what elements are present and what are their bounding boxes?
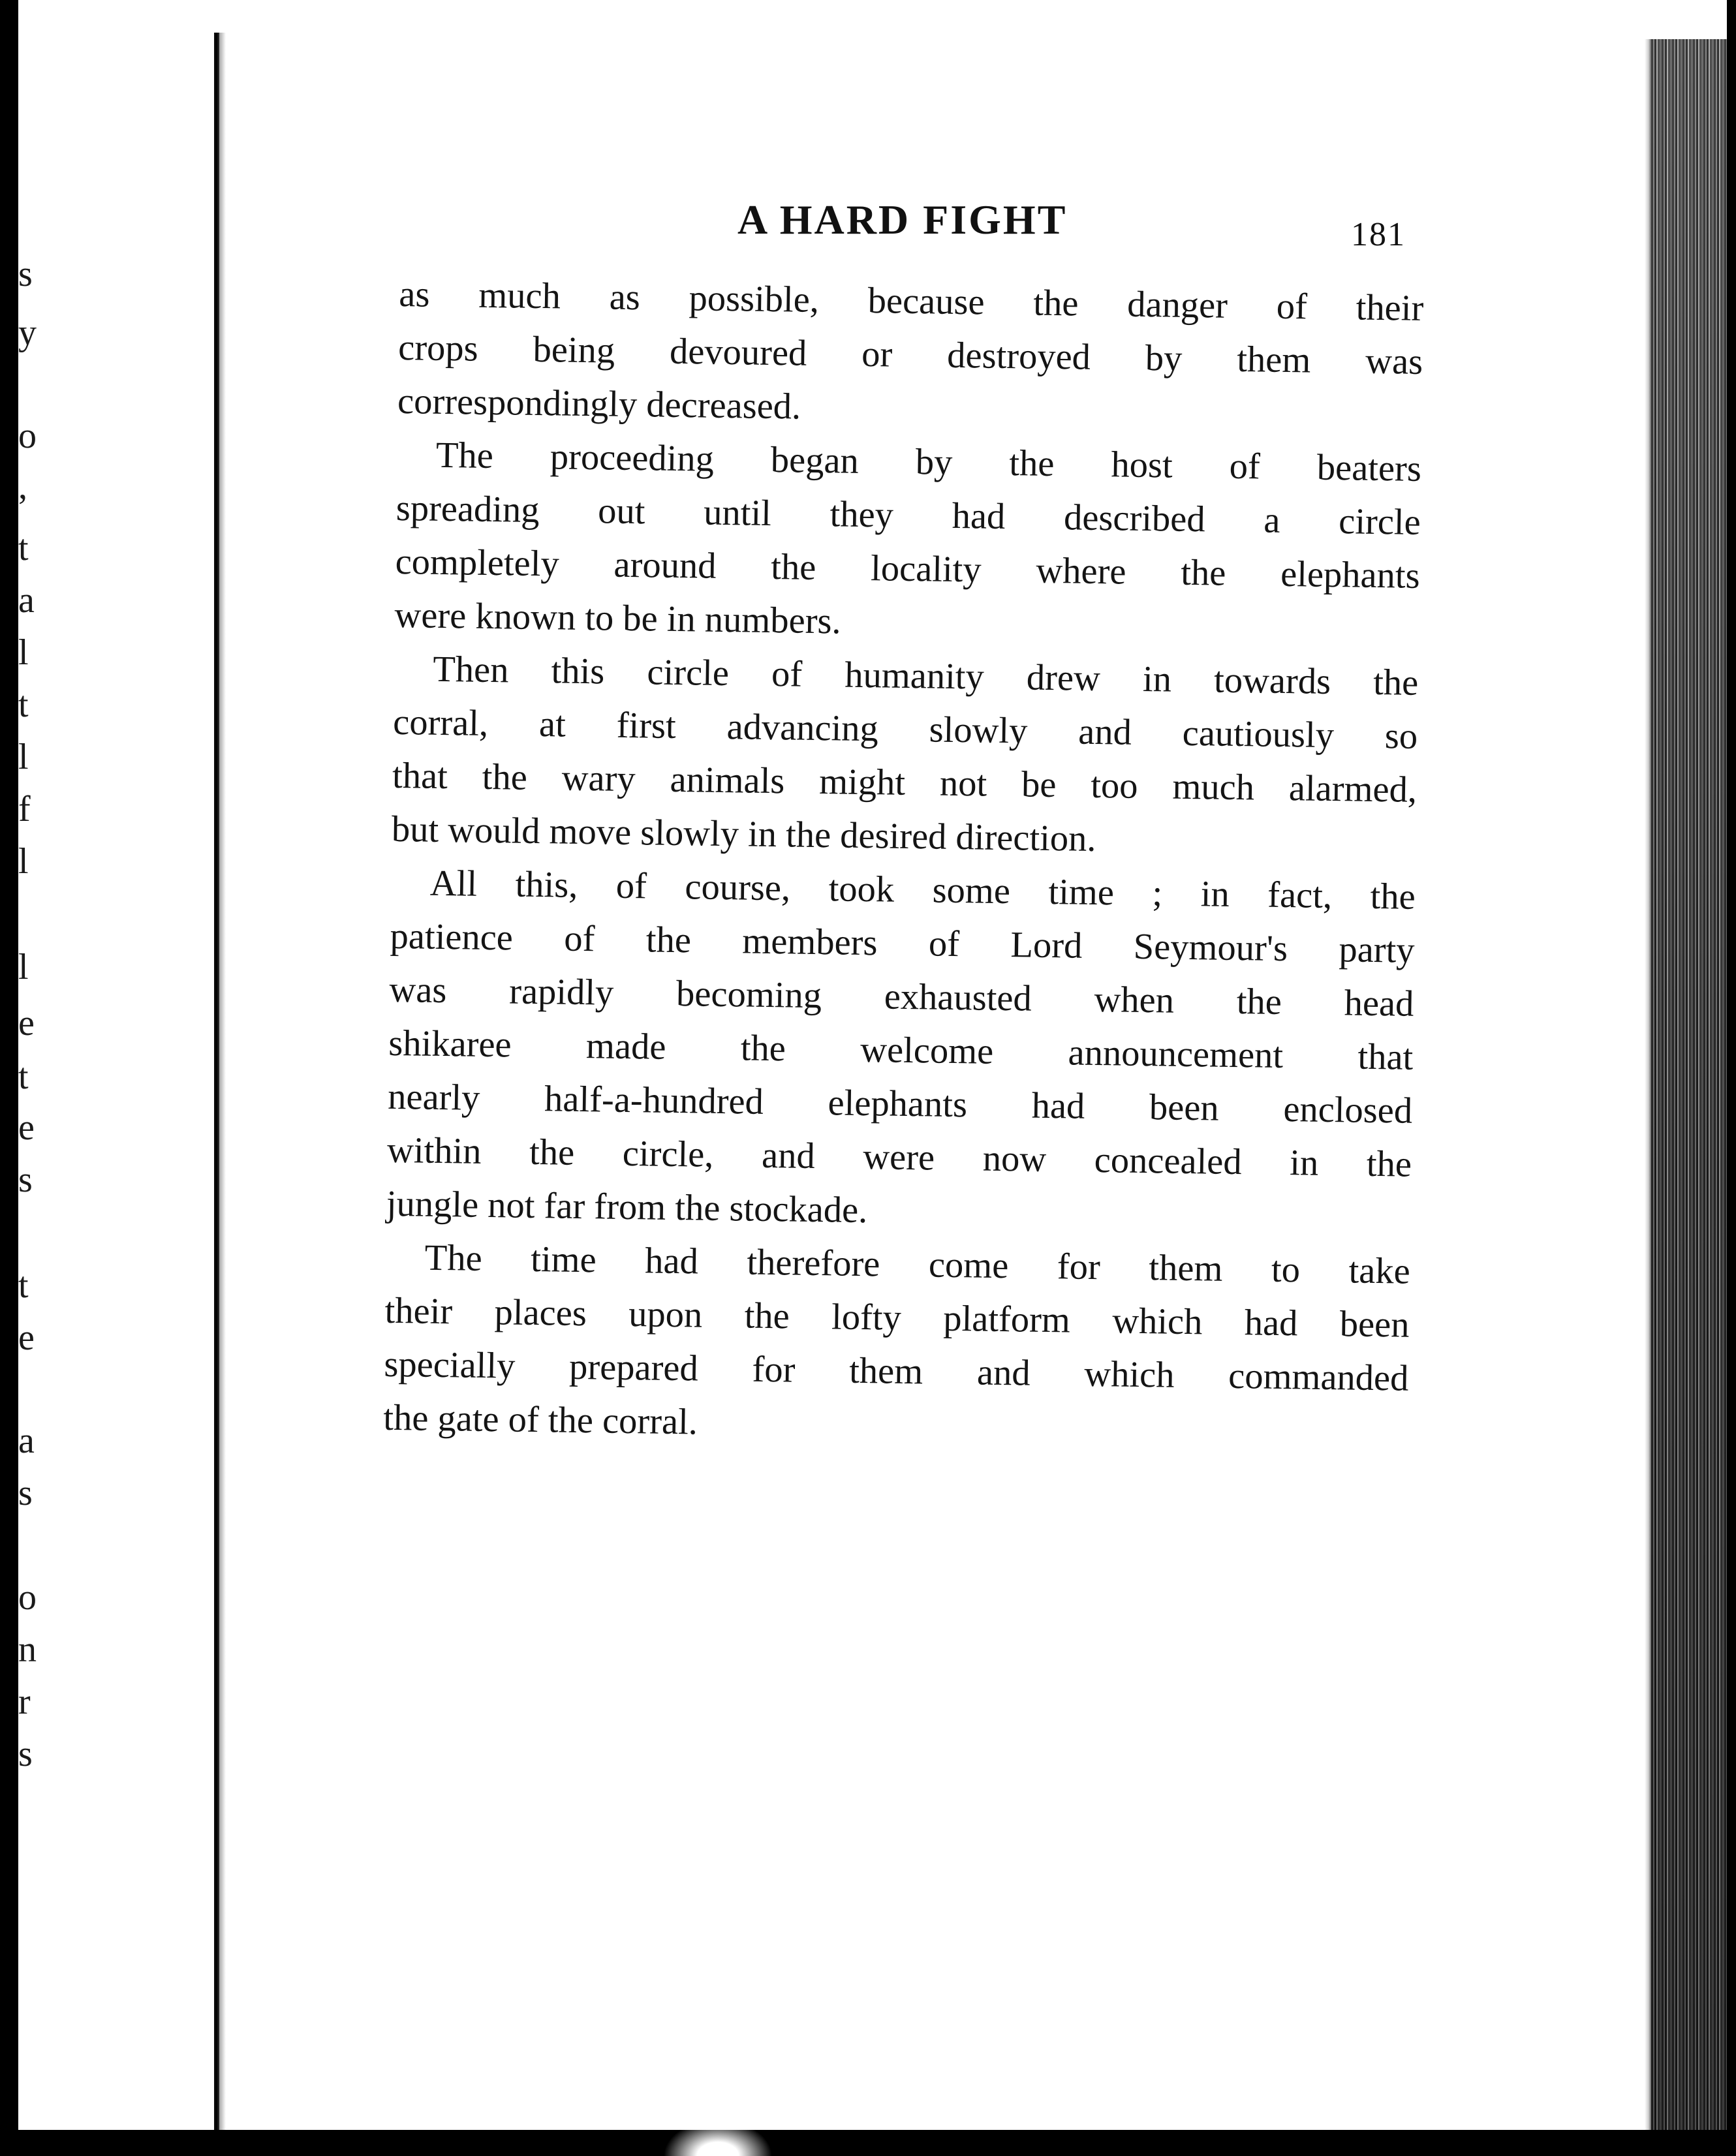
text-line: that the wary animals might not be too much alarmed,: [392, 755, 1418, 810]
text-line: completely around the locality where the elephants: [395, 541, 1420, 596]
previous-page-glyph: s: [18, 1473, 33, 1513]
previous-page-glyph: t: [18, 685, 29, 725]
text-line: was rapidly becoming exhausted when the head: [389, 969, 1414, 1024]
scan-border-left: [0, 0, 18, 2156]
paragraph: [383, 1231, 1410, 1459]
text-line: shikaree made the welcome announcement that: [388, 1023, 1414, 1078]
previous-page-glyph: s: [18, 1160, 33, 1200]
previous-page-glyph: ,: [18, 467, 27, 507]
previous-page-glyph: e: [18, 1107, 35, 1148]
text-line: as much as possible, because the danger of their: [398, 273, 1424, 329]
page-block-shade: [1651, 39, 1727, 2134]
previous-page-glyph: l: [18, 947, 29, 987]
text-line: The proceeding began by the host of beaters: [435, 435, 1422, 489]
previous-page-glyph: r: [18, 1682, 31, 1722]
paragraph: [391, 642, 1418, 870]
previous-page-glyph: e: [18, 1317, 35, 1358]
text-line: were known to be in numbers.: [394, 594, 842, 642]
previous-page-glyph: n: [18, 1629, 37, 1670]
scan-border-bottom: [0, 2130, 1736, 2156]
gutter-shadow: [219, 33, 226, 2130]
book-gutter: [214, 33, 219, 2130]
previous-page-glyph: s: [18, 1734, 33, 1774]
text-line: specially prepared for them and which commanded: [384, 1344, 1409, 1399]
text-line: jungle not far from the stockade.: [386, 1183, 868, 1231]
text-line: crops being devoured or destroyed by them was: [397, 327, 1423, 382]
text-line: correspondingly decreased.: [397, 380, 801, 427]
previous-page-glyph: a: [18, 1421, 35, 1461]
text-line: Then this circle of humanity drew in towards the: [432, 649, 1419, 703]
previous-page-glyph: l: [18, 632, 29, 673]
text-line: All this, of course, took some time ; in fact, the: [429, 863, 1416, 917]
page-edge: [1645, 39, 1651, 2134]
text-line: patience of the members of Lord Seymour's party: [390, 916, 1415, 971]
previous-page-glyph: t: [18, 1056, 29, 1097]
text-line: their places upon the lofty platform which had been: [384, 1290, 1410, 1346]
previous-page-glyph: t: [18, 1265, 29, 1306]
previous-page-glyph: y: [18, 313, 37, 353]
text-line: The time had therefore come for them to take: [424, 1237, 1411, 1292]
text-line: within the circle, and were now concealed in the: [386, 1130, 1412, 1185]
scan-artifact: [659, 2117, 777, 2156]
text-line: spreading out until they had described a circle: [395, 487, 1421, 543]
text-line: nearly half-a-hundred elephants had been enclosed: [387, 1076, 1413, 1132]
paragraph: [397, 268, 1424, 442]
running-head: A HARD FIGHT: [737, 196, 1068, 243]
previous-page-glyph: o: [18, 416, 37, 456]
page-number: 181: [1351, 216, 1406, 253]
paragraph: [386, 856, 1416, 1245]
previous-page-edge: [18, 0, 214, 2130]
text-line: the gate of the corral.: [382, 1397, 698, 1443]
text-line: corral, at first advancing slowly and cautiously so: [392, 701, 1418, 757]
previous-page-glyph: s: [18, 254, 33, 294]
body-text: [383, 268, 1424, 1459]
previous-page-glyph: t: [18, 528, 29, 568]
previous-page-glyph: l: [18, 737, 29, 777]
previous-page-glyph: e: [18, 1003, 35, 1043]
previous-page-glyph: f: [18, 789, 31, 829]
previous-page-glyph: o: [18, 1577, 37, 1618]
previous-page-glyph: l: [18, 841, 29, 882]
text-line: but would move slowly in the desired direction.: [391, 808, 1096, 859]
scan-border-right: [1727, 0, 1736, 2156]
paragraph: [394, 428, 1421, 656]
previous-page-glyph: a: [18, 580, 35, 621]
